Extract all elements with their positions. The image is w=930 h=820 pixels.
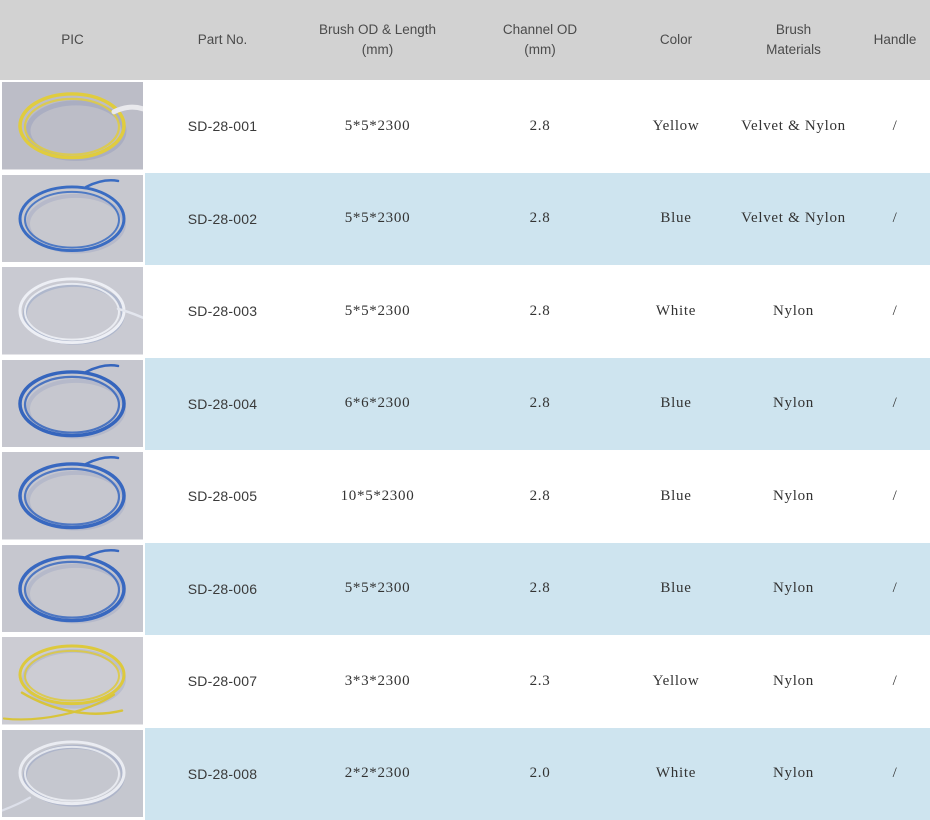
- cell-channel-od: 2.0: [529, 765, 551, 782]
- table-header: [0, 0, 930, 80]
- column-header-pic: [0, 0, 145, 80]
- cell-brush-materials: Nylon: [773, 672, 814, 689]
- cell-color: Blue: [660, 210, 692, 227]
- cell-handle: /: [892, 765, 898, 782]
- yellow-coil-brush-photo: [2, 82, 143, 170]
- cell-brush-od-length: 10*5*2300: [340, 487, 415, 504]
- cell-color: Yellow: [652, 117, 700, 134]
- cell-channel-od: 2.8: [529, 395, 551, 412]
- column-label: Channel OD: [502, 22, 578, 38]
- cell-brush-od-length: 5*5*2300: [344, 117, 411, 134]
- table-row: [0, 543, 930, 636]
- cell-part-no: SD-28-001: [187, 118, 258, 135]
- blue-coil-brush-photo: [2, 175, 143, 263]
- column-header-handle: [860, 0, 930, 80]
- product-photo-cell: [0, 635, 145, 728]
- cell-handle: /: [892, 487, 898, 504]
- product-photo-cell: [0, 265, 145, 358]
- cell-part-no: SD-28-005: [187, 488, 258, 505]
- column-label: Brush OD & Length: [318, 22, 437, 38]
- table-row: [0, 80, 930, 173]
- cell-handle: /: [892, 395, 898, 412]
- column-sublabel: (mm): [361, 42, 394, 57]
- column-header-part-no: [145, 0, 300, 80]
- column-label: Handle: [873, 32, 917, 48]
- cell-brush-materials: Velvet & Nylon: [741, 210, 846, 227]
- cell-brush-od-length: 5*5*2300: [344, 580, 411, 597]
- cell-brush-materials: Nylon: [773, 302, 814, 319]
- cell-brush-materials: Nylon: [773, 765, 814, 782]
- cell-color: Yellow: [652, 672, 700, 689]
- cell-channel-od: 2.8: [529, 487, 551, 504]
- cell-color: White: [655, 765, 697, 782]
- blue-coil-brush-photo: [2, 360, 143, 448]
- cell-part-no: SD-28-008: [187, 765, 258, 782]
- column-header-brush-od-length: [300, 0, 455, 80]
- column-header-color: [625, 0, 727, 80]
- product-photo-cell: [0, 173, 145, 266]
- cell-handle: /: [892, 210, 898, 227]
- cell-handle: /: [892, 580, 898, 597]
- cell-brush-materials: Velvet & Nylon: [741, 117, 846, 134]
- cell-channel-od: 2.8: [529, 580, 551, 597]
- cell-brush-od-length: 6*6*2300: [344, 395, 411, 412]
- column-label: Color: [659, 32, 693, 48]
- cell-part-no: SD-28-002: [187, 210, 258, 227]
- cell-brush-od-length: 2*2*2300: [344, 765, 411, 782]
- cell-channel-od: 2.8: [529, 210, 551, 227]
- table-row: [0, 358, 930, 451]
- yellow-coil-brush-crossed-tails-photo: [2, 637, 143, 725]
- product-photo-cell: [0, 728, 145, 820]
- cell-color: Blue: [660, 580, 692, 597]
- cell-part-no: SD-28-003: [187, 303, 258, 320]
- cell-brush-od-length: 3*3*2300: [344, 672, 411, 689]
- white-coil-brush-photo: [2, 267, 143, 355]
- cell-brush-od-length: 5*5*2300: [344, 210, 411, 227]
- cell-color: Blue: [660, 487, 692, 504]
- cell-channel-od: 2.8: [529, 117, 551, 134]
- product-photo-cell: [0, 358, 145, 451]
- cell-part-no: SD-28-004: [187, 395, 258, 412]
- blue-coil-brush-photo: [2, 452, 143, 540]
- table-row: [0, 450, 930, 543]
- column-header-channel-od: [455, 0, 625, 80]
- cell-brush-materials: Nylon: [773, 580, 814, 597]
- white-coil-brush-photo: [2, 730, 143, 818]
- cell-handle: /: [892, 117, 898, 134]
- product-photo-cell: [0, 80, 145, 173]
- table-row: [0, 728, 930, 820]
- cell-handle: /: [892, 302, 898, 319]
- blue-coil-brush-photo: [2, 545, 143, 633]
- product-photo-cell: [0, 543, 145, 636]
- cell-handle: /: [892, 672, 898, 689]
- table-row: [0, 265, 930, 358]
- column-label: Part No.: [197, 32, 248, 48]
- table-row: [0, 635, 930, 728]
- cell-color: Blue: [660, 395, 692, 412]
- column-header-brush-materials: [727, 0, 860, 80]
- cell-channel-od: 2.3: [529, 672, 551, 689]
- product-photo-cell: [0, 450, 145, 543]
- cell-part-no: SD-28-007: [187, 673, 258, 690]
- cell-channel-od: 2.8: [529, 302, 551, 319]
- column-label: PIC: [61, 32, 84, 48]
- cell-brush-od-length: 5*5*2300: [344, 302, 411, 319]
- table-row: [0, 173, 930, 266]
- cell-brush-materials: Nylon: [773, 395, 814, 412]
- cell-part-no: SD-28-006: [187, 580, 258, 597]
- column-label: Brush Materials: [766, 22, 821, 57]
- cell-brush-materials: Nylon: [773, 487, 814, 504]
- column-sublabel: (mm): [524, 42, 556, 57]
- cell-color: White: [655, 302, 697, 319]
